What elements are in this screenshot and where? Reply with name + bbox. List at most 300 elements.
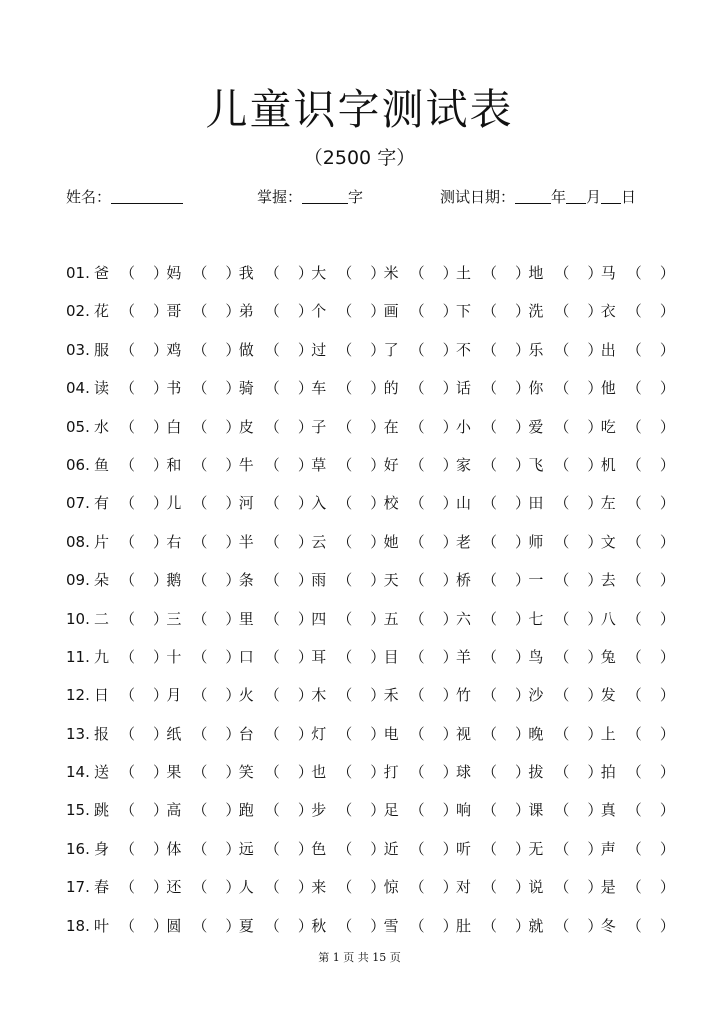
- answer-paren-open[interactable]: （: [482, 302, 498, 321]
- answer-paren-close: ）: [370, 494, 386, 513]
- answer-paren-open[interactable]: （: [337, 532, 353, 551]
- character-cell: [528, 335, 601, 365]
- answer-paren-open[interactable]: （: [337, 763, 353, 782]
- answer-paren-open[interactable]: （: [409, 417, 425, 436]
- answer-paren-open[interactable]: （: [264, 532, 280, 551]
- answer-paren-close: ）: [370, 532, 386, 551]
- character: 也: [311, 763, 327, 782]
- answer-paren-open[interactable]: （: [554, 302, 570, 321]
- answer-paren-open[interactable]: （: [192, 686, 208, 705]
- answer-paren-open[interactable]: （: [120, 532, 136, 551]
- answer-paren-close: ）: [153, 494, 169, 513]
- character: 一: [528, 571, 544, 590]
- table-row: [66, 795, 675, 833]
- answer-paren-close: ）: [442, 455, 458, 474]
- character-cell: [528, 642, 601, 672]
- answer-paren-close: ）: [153, 571, 169, 590]
- answer-paren-open[interactable]: （: [337, 379, 353, 398]
- answer-paren-open[interactable]: （: [554, 647, 570, 666]
- answer-paren-open[interactable]: （: [626, 878, 642, 897]
- answer-paren-close: ）: [515, 379, 531, 398]
- character-cell: [528, 680, 601, 710]
- character: 去: [600, 571, 616, 590]
- answer-paren-close: ）: [442, 647, 458, 666]
- table-row: [66, 565, 675, 603]
- answer-paren-close: ）: [442, 916, 458, 935]
- answer-paren-open[interactable]: （: [264, 571, 280, 590]
- answer-paren-close: ）: [587, 686, 603, 705]
- character: 来: [311, 878, 327, 897]
- answer-paren-open[interactable]: （: [264, 302, 280, 321]
- character-cell: [528, 719, 601, 749]
- answer-paren-open[interactable]: （: [264, 494, 280, 513]
- answer-paren-close: ）: [659, 532, 675, 551]
- answer-paren-close: ）: [297, 686, 313, 705]
- answer-paren-open[interactable]: （: [482, 724, 498, 743]
- character: 半: [238, 532, 254, 551]
- answer-paren-open[interactable]: （: [626, 417, 642, 436]
- character-cell: [166, 450, 239, 480]
- answer-paren-open[interactable]: （: [120, 494, 136, 513]
- year-blank[interactable]: [515, 185, 551, 204]
- character: 朵: [94, 571, 110, 590]
- character: 儿: [166, 494, 182, 513]
- answer-paren-open[interactable]: （: [482, 839, 498, 858]
- character: 二: [94, 609, 110, 628]
- answer-paren-open[interactable]: （: [409, 801, 425, 820]
- answer-paren-open[interactable]: （: [264, 878, 280, 897]
- answer-paren-open[interactable]: （: [192, 571, 208, 590]
- answer-paren-open[interactable]: （: [482, 801, 498, 820]
- answer-paren-open[interactable]: （: [626, 839, 642, 858]
- character: 木: [311, 686, 327, 705]
- answer-paren-open[interactable]: （: [120, 724, 136, 743]
- answer-paren-open[interactable]: （: [626, 532, 642, 551]
- answer-paren-open[interactable]: （: [409, 494, 425, 513]
- answer-paren-open[interactable]: （: [409, 686, 425, 705]
- answer-paren-close: ）: [370, 417, 386, 436]
- answer-paren-open[interactable]: （: [120, 455, 136, 474]
- answer-paren-open[interactable]: （: [409, 532, 425, 551]
- answer-paren-open[interactable]: （: [554, 532, 570, 551]
- character: 跳: [94, 801, 110, 820]
- answer-paren-open[interactable]: （: [482, 647, 498, 666]
- character: 了: [383, 340, 399, 359]
- answer-paren-open[interactable]: （: [264, 916, 280, 935]
- character-cell: [94, 757, 167, 787]
- answer-paren-close: ）: [370, 916, 386, 935]
- answer-paren-open[interactable]: （: [554, 609, 570, 628]
- answer-paren-open[interactable]: （: [554, 916, 570, 935]
- character-grid: [66, 258, 675, 949]
- answer-paren-open[interactable]: （: [554, 571, 570, 590]
- answer-paren-open[interactable]: （: [120, 417, 136, 436]
- character-cell: [239, 604, 312, 634]
- answer-paren-open[interactable]: （: [626, 916, 642, 935]
- answer-paren-close: ）: [659, 839, 675, 858]
- answer-paren-open[interactable]: （: [626, 379, 642, 398]
- answer-paren-open[interactable]: （: [409, 763, 425, 782]
- answer-paren-close: ）: [153, 417, 169, 436]
- row-number: 06.: [66, 455, 90, 474]
- character-cell: [456, 412, 529, 442]
- character-cell: [528, 911, 601, 941]
- answer-paren-close: ）: [370, 724, 386, 743]
- answer-paren-open[interactable]: （: [554, 763, 570, 782]
- character: 兔: [600, 647, 616, 666]
- answer-paren-open[interactable]: （: [264, 763, 280, 782]
- answer-paren-open[interactable]: （: [409, 379, 425, 398]
- character: 身: [94, 839, 110, 858]
- answer-paren-close: ）: [225, 340, 241, 359]
- answer-paren-open[interactable]: （: [482, 494, 498, 513]
- character: 天: [383, 571, 399, 590]
- answer-paren-close: ）: [587, 264, 603, 282]
- answer-paren-open[interactable]: （: [554, 264, 570, 282]
- answer-paren-close: ）: [587, 916, 603, 935]
- answer-paren-open[interactable]: （: [409, 340, 425, 359]
- answer-paren-open[interactable]: （: [409, 571, 425, 590]
- answer-paren-open[interactable]: （: [554, 839, 570, 858]
- answer-paren-open[interactable]: （: [337, 686, 353, 705]
- answer-paren-open[interactable]: （: [192, 801, 208, 820]
- answer-paren-open[interactable]: （: [192, 878, 208, 897]
- character-cell: [456, 834, 529, 864]
- answer-paren-open[interactable]: （: [337, 264, 353, 282]
- answer-paren-open[interactable]: （: [337, 724, 353, 743]
- answer-paren-open[interactable]: （: [626, 724, 642, 743]
- character: 真: [600, 801, 616, 820]
- answer-paren-close: ）: [153, 609, 169, 628]
- character-cell: [528, 872, 601, 902]
- character: 对: [456, 878, 472, 897]
- character: 云: [311, 532, 327, 551]
- answer-paren-close: ）: [225, 878, 241, 897]
- character: 草: [311, 455, 327, 474]
- name-blank[interactable]: [111, 185, 183, 204]
- answer-paren-open[interactable]: （: [482, 379, 498, 398]
- character: 高: [166, 801, 182, 820]
- answer-paren-open[interactable]: （: [264, 724, 280, 743]
- character-cell: [94, 296, 167, 326]
- answer-paren-open[interactable]: （: [482, 571, 498, 590]
- answer-paren-open[interactable]: （: [482, 532, 498, 551]
- character-cell: [384, 527, 457, 557]
- row-number: 15.: [66, 801, 90, 820]
- answer-paren-open[interactable]: （: [626, 763, 642, 782]
- page-title: 儿童识字测试表: [205, 85, 514, 134]
- character: 校: [383, 494, 399, 513]
- character-cell: [528, 795, 601, 825]
- character: 过: [311, 340, 327, 359]
- answer-paren-open[interactable]: （: [554, 878, 570, 897]
- character-cell: [166, 872, 239, 902]
- answer-paren-open[interactable]: （: [337, 340, 353, 359]
- character-cell: [528, 565, 601, 595]
- answer-paren-open[interactable]: （: [120, 916, 136, 935]
- character: 鸟: [528, 647, 544, 666]
- answer-paren-open[interactable]: （: [626, 264, 642, 282]
- answer-paren-open[interactable]: （: [264, 609, 280, 628]
- character-cell: [456, 642, 529, 672]
- answer-paren-open[interactable]: （: [554, 494, 570, 513]
- answer-paren-open[interactable]: （: [264, 839, 280, 858]
- answer-paren-close: ）: [587, 494, 603, 513]
- answer-paren-open[interactable]: （: [409, 455, 425, 474]
- answer-paren-open[interactable]: （: [409, 302, 425, 321]
- answer-paren-open[interactable]: （: [337, 302, 353, 321]
- table-row: [66, 911, 675, 949]
- answer-paren-open[interactable]: （: [554, 455, 570, 474]
- character: 妈: [166, 264, 182, 282]
- answer-paren-close: ）: [297, 340, 313, 359]
- answer-paren-open[interactable]: （: [120, 571, 136, 590]
- answer-paren-open[interactable]: （: [482, 609, 498, 628]
- character-cell: [239, 872, 312, 902]
- answer-paren-open[interactable]: （: [409, 839, 425, 858]
- character-cell: [601, 719, 674, 749]
- character-cell: [384, 296, 457, 326]
- answer-paren-open[interactable]: （: [337, 839, 353, 858]
- answer-paren-open[interactable]: （: [626, 801, 642, 820]
- answer-paren-close: ）: [442, 839, 458, 858]
- character: 上: [600, 724, 616, 743]
- answer-paren-open[interactable]: （: [192, 494, 208, 513]
- answer-paren-open[interactable]: （: [626, 686, 642, 705]
- character-cell: [528, 258, 601, 288]
- answer-paren-open[interactable]: （: [337, 494, 353, 513]
- answer-paren-open[interactable]: （: [264, 647, 280, 666]
- character: 三: [166, 609, 182, 628]
- answer-paren-close: ）: [370, 647, 386, 666]
- answer-paren-open[interactable]: （: [192, 609, 208, 628]
- answer-paren-open[interactable]: （: [120, 686, 136, 705]
- answer-paren-open[interactable]: （: [554, 724, 570, 743]
- answer-paren-open[interactable]: （: [482, 686, 498, 705]
- character-cell: [94, 834, 167, 864]
- character-cell: [456, 680, 529, 710]
- answer-paren-open[interactable]: （: [120, 302, 136, 321]
- answer-paren-open[interactable]: （: [337, 801, 353, 820]
- answer-paren-open[interactable]: （: [264, 801, 280, 820]
- answer-paren-close: ）: [442, 571, 458, 590]
- character: 和: [166, 455, 182, 474]
- character-cell: [94, 527, 167, 557]
- answer-paren-open[interactable]: （: [192, 379, 208, 398]
- answer-paren-open[interactable]: （: [554, 801, 570, 820]
- answer-paren-close: ）: [370, 379, 386, 398]
- answer-paren-open[interactable]: （: [120, 609, 136, 628]
- character-cell: [239, 373, 312, 403]
- answer-paren-open[interactable]: （: [264, 264, 280, 282]
- answer-paren-open[interactable]: （: [192, 455, 208, 474]
- character: 爱: [528, 417, 544, 436]
- answer-paren-open[interactable]: （: [626, 571, 642, 590]
- answer-paren-open[interactable]: （: [192, 340, 208, 359]
- answer-paren-open[interactable]: （: [554, 686, 570, 705]
- character: 话: [456, 379, 472, 398]
- answer-paren-open[interactable]: （: [120, 340, 136, 359]
- answer-paren-close: ）: [297, 839, 313, 858]
- character: 他: [600, 379, 616, 398]
- character-cell: [239, 834, 312, 864]
- character: 河: [238, 494, 254, 513]
- row-number: 08.: [66, 532, 90, 551]
- character: 打: [383, 763, 399, 782]
- answer-paren-open[interactable]: （: [337, 455, 353, 474]
- table-row: [66, 604, 675, 642]
- answer-paren-close: ）: [225, 264, 241, 282]
- answer-paren-open[interactable]: （: [192, 916, 208, 935]
- character: 飞: [528, 455, 544, 474]
- character-cell: [311, 604, 384, 634]
- answer-paren-open[interactable]: （: [192, 724, 208, 743]
- answer-paren-close: ）: [370, 609, 386, 628]
- answer-paren-open[interactable]: （: [192, 647, 208, 666]
- character-cell: [311, 911, 384, 941]
- answer-paren-open[interactable]: （: [120, 647, 136, 666]
- answer-paren-open[interactable]: （: [554, 417, 570, 436]
- answer-paren-open[interactable]: （: [626, 302, 642, 321]
- answer-paren-open[interactable]: （: [120, 763, 136, 782]
- answer-paren-open[interactable]: （: [482, 763, 498, 782]
- answer-paren-close: ）: [297, 763, 313, 782]
- answer-paren-open[interactable]: （: [554, 379, 570, 398]
- character: 晚: [528, 724, 544, 743]
- character-cell: [239, 412, 312, 442]
- mastered-blank[interactable]: [302, 185, 348, 204]
- character-cell: [311, 872, 384, 902]
- character: 九: [94, 647, 110, 666]
- answer-paren-open[interactable]: （: [120, 801, 136, 820]
- month-blank[interactable]: [566, 185, 586, 204]
- answer-paren-open[interactable]: （: [337, 647, 353, 666]
- character: 就: [528, 916, 544, 935]
- answer-paren-open[interactable]: （: [482, 878, 498, 897]
- answer-paren-open[interactable]: （: [626, 647, 642, 666]
- answer-paren-open[interactable]: （: [626, 340, 642, 359]
- answer-paren-open[interactable]: （: [120, 379, 136, 398]
- answer-paren-open[interactable]: （: [482, 455, 498, 474]
- character: 小: [456, 417, 472, 436]
- character: 地: [528, 264, 544, 282]
- character: 是: [600, 878, 616, 897]
- answer-paren-open[interactable]: （: [192, 264, 208, 282]
- character: 火: [238, 686, 254, 705]
- character: 好: [383, 455, 399, 474]
- answer-paren-open[interactable]: （: [626, 494, 642, 513]
- character: 夏: [238, 916, 254, 935]
- answer-paren-close: ）: [442, 763, 458, 782]
- character: 有: [94, 494, 110, 513]
- table-row: [66, 719, 675, 757]
- table-row: [66, 872, 675, 910]
- character-cell: [456, 911, 529, 941]
- answer-paren-open[interactable]: （: [264, 417, 280, 436]
- answer-paren-open[interactable]: （: [337, 878, 353, 897]
- character-cell: [311, 527, 384, 557]
- answer-paren-open[interactable]: （: [192, 532, 208, 551]
- table-row: [66, 296, 675, 334]
- answer-paren-close: ）: [442, 801, 458, 820]
- character: 圆: [166, 916, 182, 935]
- character-cell: [166, 488, 239, 518]
- answer-paren-open[interactable]: （: [409, 264, 425, 282]
- answer-paren-close: ）: [515, 609, 531, 628]
- answer-paren-close: ）: [297, 916, 313, 935]
- answer-paren-open[interactable]: （: [120, 878, 136, 897]
- page-subtitle: （2500 字）: [303, 147, 416, 169]
- answer-paren-open[interactable]: （: [482, 916, 498, 935]
- answer-paren-open[interactable]: （: [337, 609, 353, 628]
- answer-paren-open[interactable]: （: [264, 455, 280, 474]
- character-cell: [94, 335, 167, 365]
- table-row: [66, 488, 675, 526]
- row-number: 14.: [66, 763, 90, 782]
- answer-paren-open[interactable]: （: [120, 264, 136, 282]
- character-cell: [311, 719, 384, 749]
- character-cell: [456, 335, 529, 365]
- answer-paren-open[interactable]: （: [264, 340, 280, 359]
- character: 送: [94, 763, 110, 782]
- answer-paren-close: ）: [587, 302, 603, 321]
- answer-paren-close: ）: [153, 264, 169, 282]
- answer-paren-close: ）: [153, 340, 169, 359]
- row-number: 18.: [66, 916, 90, 935]
- mastered-field: [257, 184, 363, 210]
- answer-paren-open[interactable]: （: [120, 839, 136, 858]
- answer-paren-open[interactable]: （: [409, 647, 425, 666]
- answer-paren-open[interactable]: （: [337, 916, 353, 935]
- answer-paren-close: ）: [442, 417, 458, 436]
- answer-paren-open[interactable]: （: [409, 878, 425, 897]
- character-cell: [311, 412, 384, 442]
- character: 鸡: [166, 340, 182, 359]
- answer-paren-open[interactable]: （: [482, 264, 498, 282]
- answer-paren-open[interactable]: （: [192, 302, 208, 321]
- answer-paren-close: ）: [370, 302, 386, 321]
- day-blank[interactable]: [601, 185, 621, 204]
- table-row: [66, 834, 675, 872]
- answer-paren-open[interactable]: （: [554, 340, 570, 359]
- answer-paren-open[interactable]: （: [626, 455, 642, 474]
- answer-paren-open[interactable]: （: [482, 417, 498, 436]
- character: 春: [94, 878, 110, 897]
- answer-paren-open[interactable]: （: [192, 839, 208, 858]
- answer-paren-open[interactable]: （: [337, 417, 353, 436]
- table-row: [66, 527, 675, 565]
- answer-paren-open[interactable]: （: [409, 916, 425, 935]
- answer-paren-open[interactable]: （: [192, 763, 208, 782]
- character-cell: [456, 565, 529, 595]
- answer-paren-open[interactable]: （: [409, 609, 425, 628]
- character: 十: [166, 647, 182, 666]
- answer-paren-open[interactable]: （: [192, 417, 208, 436]
- answer-paren-open[interactable]: （: [626, 609, 642, 628]
- character: 车: [311, 379, 327, 398]
- character: 四: [311, 609, 327, 628]
- answer-paren-close: ）: [297, 878, 313, 897]
- answer-paren-close: ）: [370, 340, 386, 359]
- answer-paren-open[interactable]: （: [337, 571, 353, 590]
- answer-paren-open[interactable]: （: [264, 686, 280, 705]
- row-number: 12.: [66, 686, 90, 705]
- answer-paren-open[interactable]: （: [264, 379, 280, 398]
- character: 读: [94, 379, 110, 398]
- answer-paren-close: ）: [297, 302, 313, 321]
- answer-paren-open[interactable]: （: [409, 724, 425, 743]
- answer-paren-open[interactable]: （: [482, 340, 498, 359]
